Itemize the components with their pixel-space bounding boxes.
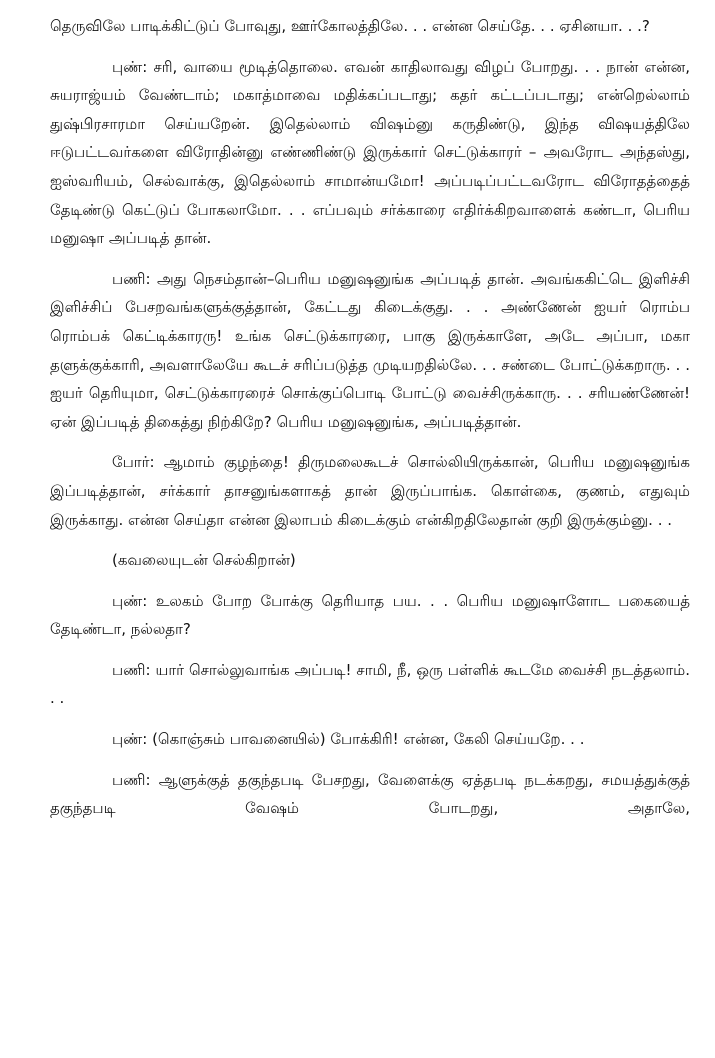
stage-direction: (கவலையுடன் செல்கிறான்)	[112, 551, 296, 570]
document-page	[50, 12, 690, 835]
paragraph: புண்: (கொஞ்சும் பாவனையில்) போக்கிரி! என்ன, கேலி செய்யறே. . .	[112, 730, 585, 749]
paragraph: பணி: அது நெசம்தான்–பெரிய மனுஷனுங்க அப்படித் தான். அவங்ககிட்டெ இளிச்சி இளிச்சிப் பேசறவங்களுக்குத்தான், கேட்டது கிடைக்குது. . . அண்ணேன் ஐயர் ரொம்ப ரொம்பக் கெட்டிக்காரரு! உங்க செட்டுக்காரரை, பாகு இருக்காளே, அடே அப்பா, மகா தளுக்குக்காரி, அவளாலேயே கூடச் சரிப்படுத்த முடியறதில்லே. . . சண்டை போட்டுக்கறாரு. . . ஐயர் தெரியுமா, செட்டுக்காரரைச் சொக்குப்பொடி போட்டு வைச்சிருக்காரு. . . சரியண்ணேன்! ஏன் இப்படித் திகைத்து நிற்கிறே? பெரிய மனுஷனுங்க, அப்படித்தான்.	[50, 269, 690, 431]
paragraph: பணி: ஆளுக்குத் தகுந்தபடி பேசறது, வேளைக்கு ஏத்தபடி நடக்கறது, சமயத்துக்குத் தகுந்தபடி வேஷம் போடறது, அதாலே,	[50, 770, 690, 818]
paragraph: புண்: சரி, வாயை மூடித்தொலை. எவன் காதிலாவது விழப் போறது. . . நான் என்ன, சுயராஜ்யம் வேண்டாம்; மகாத்மாவை மதிக்கப்படாது; கதர் கட்டப்படாது; என்றெல்லாம் துஷ்பிரசாரமா செய்யறேன். இதெல்லாம் விஷம்னு கருதிண்டு, இந்த விஷயத்திலே ஈடுபட்டவர்களை விரோதின்னு எண்ணிண்டு இருக்கார் செட்டுக்காரர் – அவரோட அந்தஸ்து, ஐஸ்வரியம், செல்வாக்கு, இதெல்லாம் சாமான்யமோ! அப்படிப்பட்டவரோட விரோதத்தைத் தேடிண்டு கெட்டுப் போகலாமோ. . . எப்பவும் சர்க்காரை எதிர்க்கிறவாளைக் கண்டா, பெரிய மனுஷா அப்படித் தான்.	[50, 57, 690, 248]
paragraph: புண்: உலகம் போற போக்கு தெரியாத பய. . . பெரிய மனுஷாளோட பகையைத் தேடிண்டா, நல்லதா?	[50, 591, 690, 639]
paragraph: தெருவிலே பாடிக்கிட்டுப் போவுது, ஊர்கோலத்திலே. . . என்ன செய்தே. . . ஏசினயா. . .?	[50, 17, 650, 35]
paragraph: போர்: ஆமாம் குழந்தை! திருமலைகூடச் சொல்லியிருக்கான், பெரிய மனுஷனுங்க இப்படித்தான், சர்க்கார் தாசனுங்களாகத் தான் இருப்பாங்க. கொள்கை, குணம், எதுவும் இருக்காது. என்ன செய்தா என்ன இலாபம் கிடைக்கும் என்கிறதிலேதான் குறி இருக்கும்னு. . .	[50, 453, 690, 529]
paragraph: பணி: யார் சொல்லுவாங்க அப்படி! சாமி, நீ, ஒரு பள்ளிக் கூடமே வைச்சி நடத்தலாம். . .	[50, 660, 690, 708]
